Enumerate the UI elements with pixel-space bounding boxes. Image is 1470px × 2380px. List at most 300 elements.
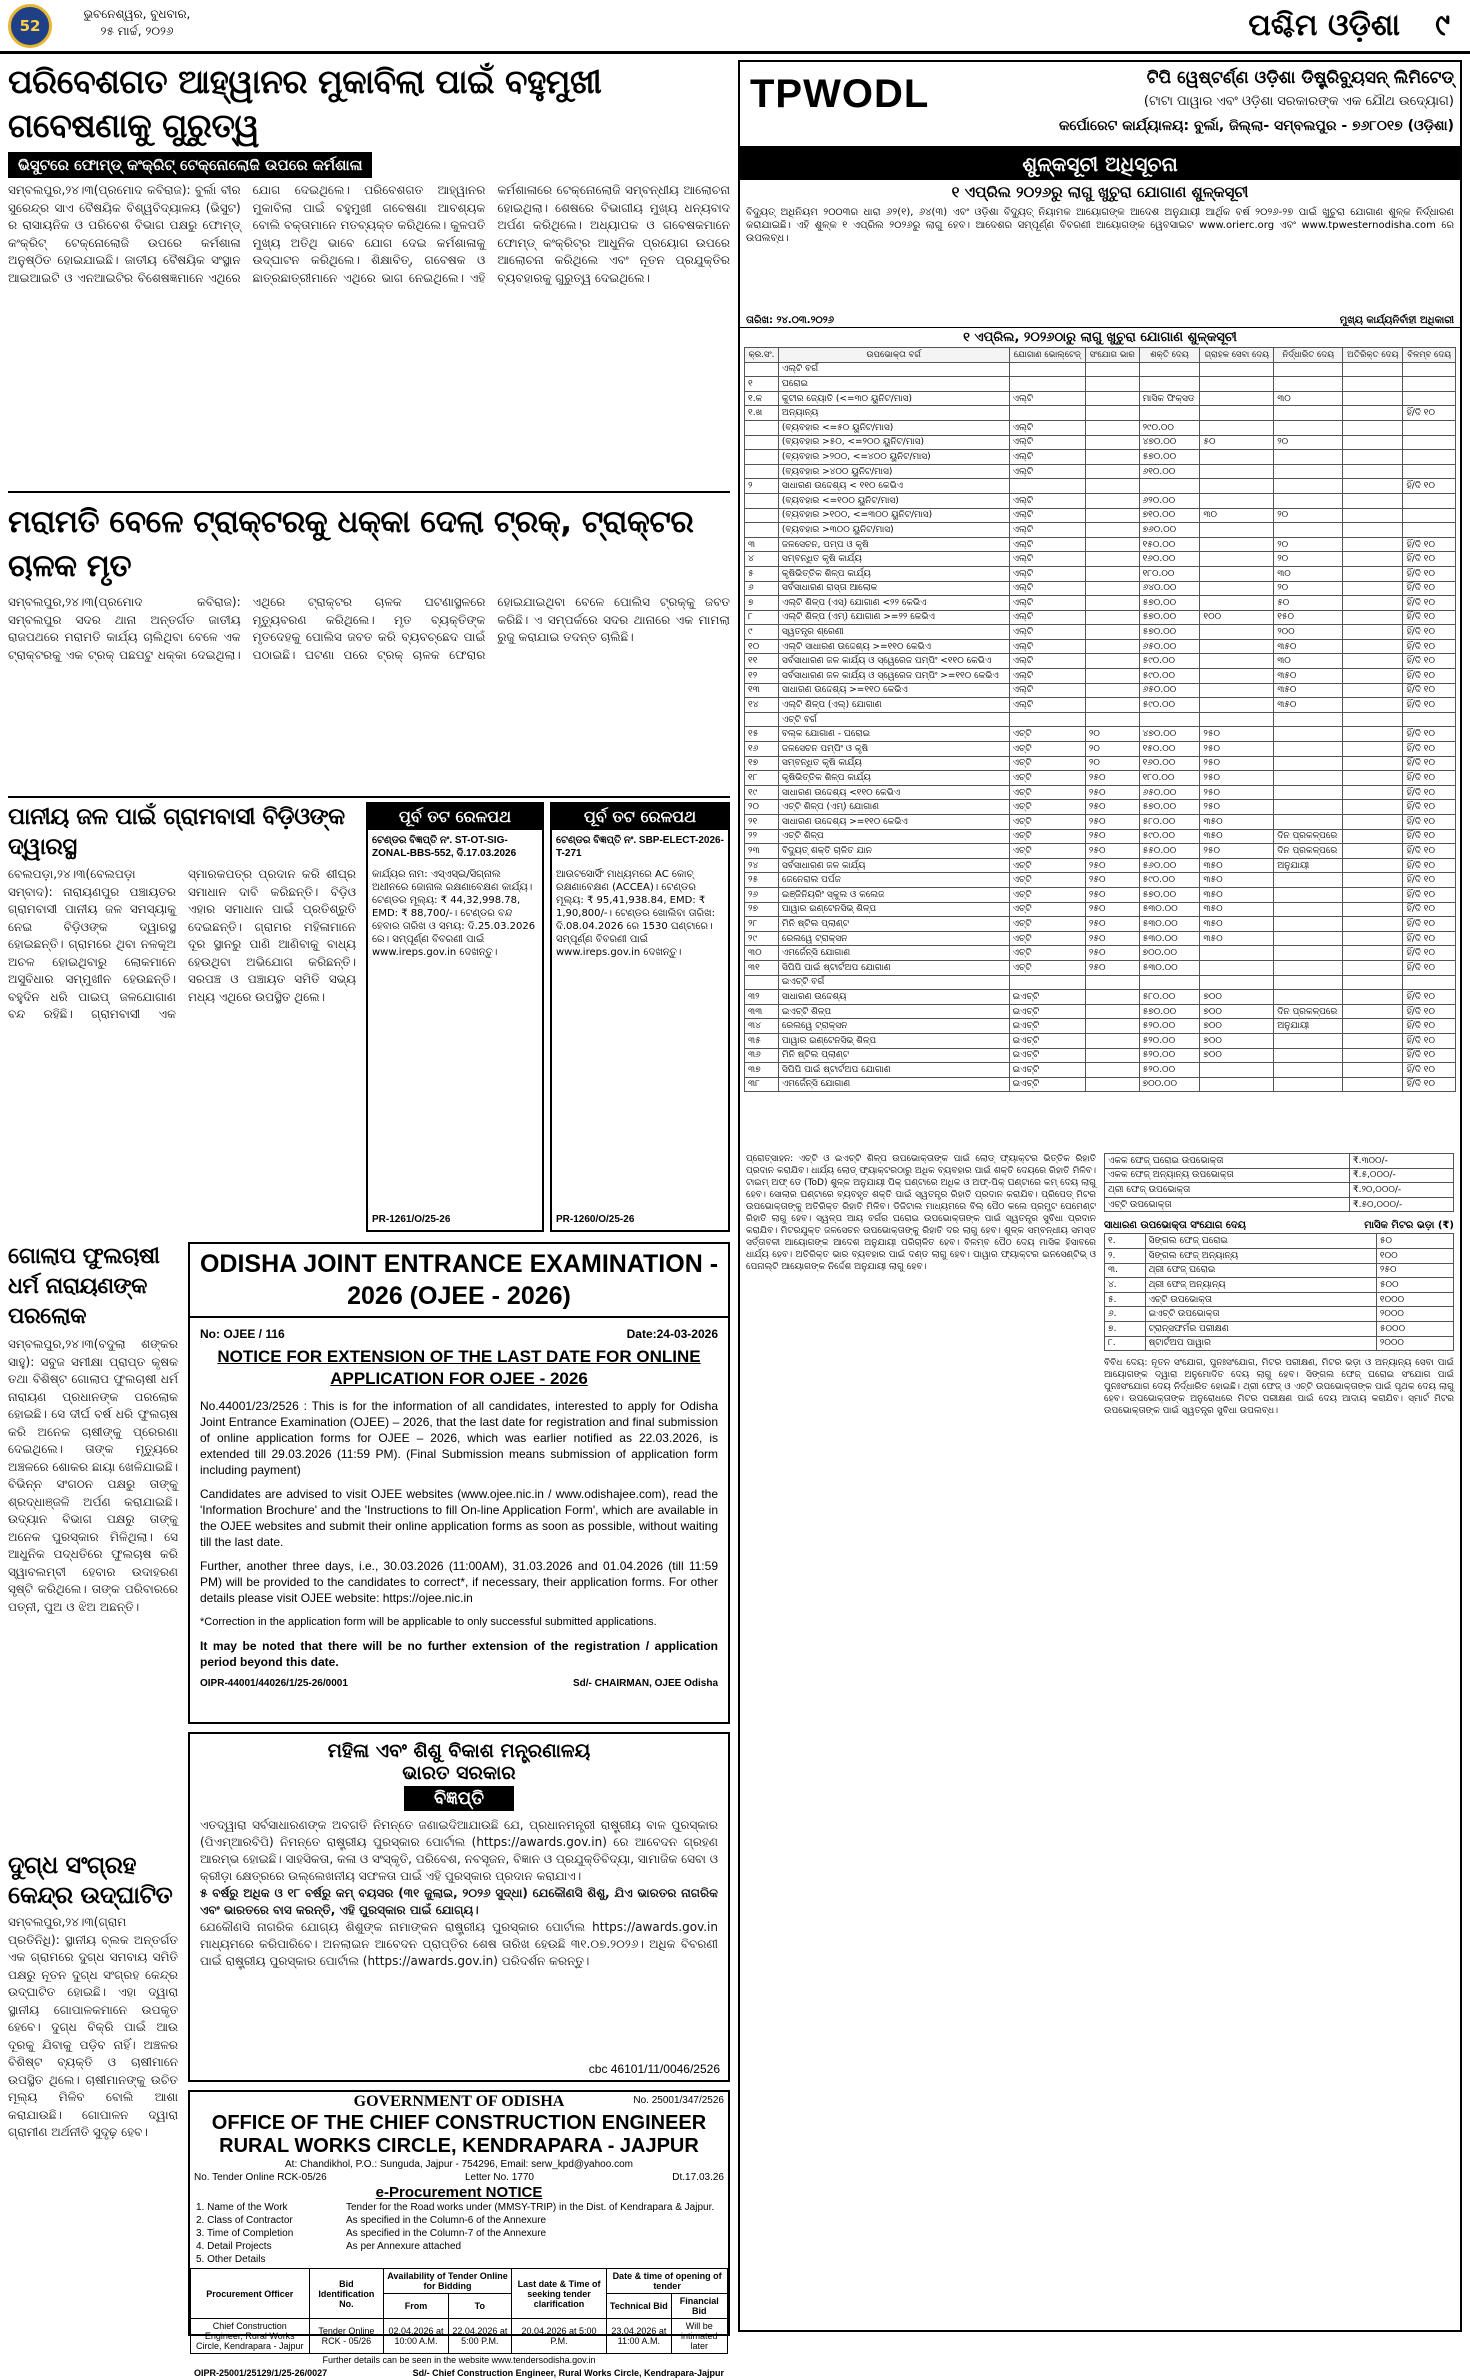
table-cell: ଏଚ୍‌ଟି [1009,756,1085,771]
rwc-ref: OIPR-25001/25129/1/25-26/0027 [194,2368,328,2378]
table-row [745,537,1456,552]
tpwodl-tariff-ad [738,60,1462,2332]
mwcd-badge: ବିଜ୍ଞପ୍ତି [404,1786,514,1811]
table-cell: ଥ୍ରୀ ଫେଜ୍ ଅନ୍ୟାନ୍ୟ [1145,1278,1376,1293]
notice-title: NOTICE FOR EXTENSION OF THE LAST DATE FOR ONLINE APPLICATION FOR OJEE - 2026 [217,1347,701,1388]
table-cell: ଏଚ୍‌ଟି ଶିଳ୍ପ [778,829,1009,844]
table-header: ଉପଭୋକ୍ତା ବର୍ଗ [778,348,1009,363]
table-cell: ୨୫୦ [1085,902,1139,917]
table-cell: ହିଁ/ଦି ୧୦ [1403,990,1456,1005]
table-cell: ୬୫୦.୦୦ [1139,639,1200,654]
table-cell: ୨୫ [745,873,779,888]
table-cell [1009,712,1085,727]
table-cell: ସ୍ୱତନ୍ତ୍ର ଶ୍ରେଣୀ [778,625,1009,640]
table-cell: ୬୨୦.୦୦ [1139,493,1200,508]
table-cell: ୧୨ [745,669,779,684]
ojee-date: Date:24-03-2026 [626,1327,718,1341]
table-cell: ୩୫୦ [1274,669,1343,684]
table-row [745,639,1456,654]
table-cell: ୫୦ [1274,596,1343,611]
story-research [8,60,730,480]
table-cell: ସର୍ବସାଧାରଣ ରାସ୍ତା ଆଲୋକ [778,581,1009,596]
item-label: 3. Time of Completion [196,2228,294,2239]
table-cell: ହିଁ/ଦି ୧୦ [1403,669,1456,684]
table-cell: ୨୫୦ [1085,785,1139,800]
table-cell [1085,406,1139,421]
table-cell: ହିଁ/ଦି ୧୦ [1403,566,1456,581]
table-cell: ୨୫୦ [1085,917,1139,932]
table-cell: ଅନୁଯାୟୀ [1274,1019,1343,1034]
table-cell: ୩. [1105,1263,1146,1278]
table-cell [1274,975,1343,990]
table-cell: ମିନି ଷ୍ଟିଲ ପ୍ଲାଣ୍ଟ [778,917,1009,932]
table-row [745,654,1456,669]
table-cell: ହିଁ/ଦି ୧୦ [1403,1004,1456,1019]
table-header: ଅତିରିକ୍ତ ଦେୟ [1343,348,1403,363]
table-cell: ଇଏଚ୍‌ଟି [1009,1004,1085,1019]
table-row [1105,1154,1454,1169]
table-cell: ହିଁ/ଦି ୧୦ [1403,785,1456,800]
table-row [745,610,1456,625]
table-cell: ଇଏଚ୍‌ଟି [1009,990,1085,1005]
table-cell [1343,654,1403,669]
table-cell: ହିଁ/ଦି ୧୦ [1403,625,1456,640]
table-row [745,1033,1456,1048]
table-cell: ବିଦ୍ୟୁତ୍ ଶକ୍ତି ଚାଳିତ ଯାନ [778,844,1009,859]
table-cell [1343,362,1403,377]
table-cell [1274,800,1343,815]
table-cell: ସାଧାରଣ ଉଦ୍ଦେଶ୍ୟ >=୧୧୦ କେଭିଏ [778,683,1009,698]
headline: ମରାମତି ବେଳେ ଟ୍ରାକ୍ଟରକୁ ଧକ୍କା ଦେଲା ଟ୍ରକ୍, ଟ୍ରାକ୍ଟର ଚାଳକ ମୃତ [8,504,694,584]
table-cell [1343,1033,1403,1048]
website-note: Further details can be seen in the website www.tendersodisha.gov.in [322,2355,596,2365]
table-cell: ୩୬ [745,1048,779,1063]
table-cell: ୨୫୦ [1200,785,1274,800]
table-cell: ହିଁ/ଦି ୧୦ [1403,610,1456,625]
table-subheader: Financial Bid [671,2294,727,2319]
table-row [745,756,1456,771]
mwcd-gov: ଭାରତ ସରକାର [402,1762,516,1784]
table-cell: ୨୦ [1085,727,1139,742]
table-cell: ୫. [1105,1292,1146,1307]
table-cell: ୨୦ [1274,581,1343,596]
table-cell [1403,362,1456,377]
table-cell: ଏଚ୍‌ଟି [1009,858,1085,873]
table-cell [745,508,779,523]
table-cell: ୨୦ [1274,435,1343,450]
table-cell: ଇଏଚ୍‌ଟି [1009,1063,1085,1078]
table-row [745,712,1456,727]
table-cell: ୧୮ [745,771,779,786]
table-cell [1085,990,1139,1005]
table-cell [1274,742,1343,757]
headline: ଦୁଗ୍ଧ ସଂଗ୍ରହ କେନ୍ଦ୍ର ଉଦ୍‌ଘାଟିତ [8,1851,173,1909]
table-cell: ୩୫୦ [1200,873,1274,888]
table-cell [1200,712,1274,727]
item-value: Tender for the Road works under (MMSY-TRIP) in the Dist. of Kendrapara & Jajpur. [346,2202,715,2213]
table-cell: ଏଲ୍‌ଟି [1009,639,1085,654]
table-cell: ଏଲ୍‌ଟି [1009,435,1085,450]
table-cell [1274,450,1343,465]
table-row [745,1077,1456,1092]
table-cell: ଏଚ୍‌ଟି [1009,771,1085,786]
table-cell [1139,406,1200,421]
table-cell: ୩୫୦ [1274,698,1343,713]
table-cell: ସାଧାରଣ ଉଦ୍ଦେଶ୍ୟ [778,990,1009,1005]
table-cell: 02.04.2026 at 10:00 A.M. [384,2319,449,2354]
table-row [745,566,1456,581]
table-cell: ଏଲ୍‌ଟି [1009,420,1085,435]
tender-number: ଟେଣ୍ଡର ବିଜ୍ଞପ୍ତି ନଂ. SBP-ELECT-2026-T-271 [556,835,724,859]
table-cell: ଏଲ୍‌ଟି [1009,698,1085,713]
table-row [745,552,1456,567]
table-cell: ୧୬ [745,742,779,757]
table-cell: ୬୪୦.୦୦ [1139,581,1200,596]
rwc-number: No. 25001/347/2526 [633,2095,724,2106]
table-cell: ₹.୨୦,୦୦୦/- [1349,1183,1453,1198]
table-cell [1200,1077,1274,1092]
table-cell: ୫୩୦.୦୦ [1139,917,1200,932]
table-cell: ୨୮ [745,917,779,932]
table-row [745,596,1456,611]
table-row [1105,1336,1454,1351]
table-cell: ହିଁ/ଦି ୧୦ [1403,960,1456,975]
table-cell: ୫୭୦.୦୦ [1139,450,1200,465]
table-cell: ଇଏଚ୍‌ଟି [1009,1033,1085,1048]
table-cell: ସମ୍ବନ୍ଧିତ କୃଷି କାର୍ଯ୍ୟ [778,552,1009,567]
table-cell [1200,464,1274,479]
table-cell [1200,566,1274,581]
table-cell: ହିଁ/ଦି ୧୦ [1403,698,1456,713]
table-cell: ଏଲ୍‌ଟି [1009,537,1085,552]
table-cell: ଘରୋଇ [778,377,1009,392]
table-cell: ୨୯୦.୦୦ [1139,420,1200,435]
table-row [745,1019,1456,1034]
table-row [745,858,1456,873]
table-row [745,931,1456,946]
ad-body: ଆଉଟସୋର୍ସିଂ ମାଧ୍ୟମରେ AC କୋଚ୍ ରକ୍ଷଣାବେକ୍ଷଣ (ACCEA)। ଟେଣ୍ଡର ମୂଲ୍ୟ: ₹ 95,41,938.84, EMD: ₹ 1,90,800/-। ଟେଣ୍ଡର ଖୋଲିବା ତାରିଖ: ଦି.08.04.2026 ରେ 1530 ଘଣ୍ଟାରେ। ସମ୍ପୂର୍ଣ୍ଣ ବିବରଣୀ ପାଇଁ www.ireps.gov.in ଦେଖନ୍ତୁ। [556,869,715,958]
table-cell [1274,464,1343,479]
table-cell: ୪. [1105,1278,1146,1293]
table-cell [1403,493,1456,508]
table-cell: ଇଏଚ୍‌ଟି [1009,1048,1085,1063]
table-cell: ୨୫୦ [1085,960,1139,975]
table-cell: ୫୮୦.୦୦ [1139,815,1200,830]
table-row [1105,1292,1454,1307]
ojee-para: *Correction in the application form will be applicable to only successful submitted applications. [200,1616,657,1628]
table-row [745,815,1456,830]
table-cell: (ବ୍ୟବହାର >୨୦୦, <=୪୦୦ ୟୁନିଟ/ମାସ) [778,450,1009,465]
item-value: As specified in the Column-7 of the Annexure [346,2228,547,2239]
table-cell [1274,887,1343,902]
table-header: କ୍ର.ସଂ. [745,348,779,363]
table-cell [1274,420,1343,435]
table-cell [1343,537,1403,552]
tender-number: ଟେଣ୍ଡର ବିଜ୍ଞପ୍ତି ନଂ. ST-OT-SIG-ZONAL-BBS-552, ଦି.17.03.2026 [372,835,517,859]
table-row [745,450,1456,465]
table-row [745,1063,1456,1078]
table-cell: ଏଲ୍‌ଟି [1009,391,1085,406]
table-cell: ହିଁ/ଦି ୧୦ [1403,756,1456,771]
table-cell [1343,785,1403,800]
table-cell [1343,435,1403,450]
table-cell: ୩୫ [745,1033,779,1048]
table-header: Bid Identification No. [309,2269,384,2319]
table-cell [1200,406,1274,421]
table-cell [1085,625,1139,640]
table-cell [1274,771,1343,786]
table-cell: ୨୫୦ [1085,873,1139,888]
table-cell: ₹.୫୦,୦୦୦/- [1349,1197,1453,1212]
table-row [745,523,1456,538]
rwc-tender-ad [188,2090,730,2378]
table-cell [1085,479,1139,494]
table-cell: ହିଁ/ଦି ୧୦ [1403,639,1456,654]
table-cell: ଏଲ୍‌ଟି [1009,581,1085,596]
letter-number: Letter No. 1770 [465,2172,534,2183]
table-row [745,377,1456,392]
table-cell [1085,581,1139,596]
table-row [745,829,1456,844]
table-cell: ସମ୍ବନ୍ଧିତ କୃଷି କାର୍ଯ୍ୟ [778,756,1009,771]
table-cell [1274,523,1343,538]
table-cell [1085,669,1139,684]
table-cell [1085,1048,1139,1063]
table-row [745,625,1456,640]
table-cell: ଏଲ୍‌ଟି [1009,625,1085,640]
table-cell [745,523,779,538]
table-cell [1009,362,1085,377]
table-cell: ଏଲ୍‌ଟି [1009,493,1085,508]
table-cell: ୭୦୦ [1200,1004,1274,1019]
table-cell [1403,508,1456,523]
table-cell: ୨୫୦ [1200,800,1274,815]
table-cell [1343,815,1403,830]
table-header: Availability of Tender Online for Bidding [384,2269,512,2294]
table-cell [1403,712,1456,727]
table-cell: ୫ [745,566,779,581]
table-cell [1009,377,1085,392]
tender-item [196,2240,722,2253]
table-cell [1085,698,1139,713]
table-cell: ୫୯୦.୦୦ [1139,698,1200,713]
ojee-para: No.44001/23/2526 : This is for the information of all candidates, interested to apply for Odisha Joint Entrance Examination (OJEE) – 2026, that the last date for registration and final submission of online application forms for OJEE – 2026, which was earlier notified as 22.03.2026, is extended till 29.03.2026 (11:59 PM). (Final Submission means submission of application form including payment) [200,1399,718,1477]
corporate-office: କର୍ପୋରେଟ କାର୍ଯ୍ୟାଳୟ: ବୁର୍ଲା, ଜିଲ୍ଲା- ସମ୍ବଲପୁର - ୭୬୮୦୧୭ (ଓଡ଼ିଶା) [1059,118,1454,134]
table-cell [1403,464,1456,479]
table-cell [1274,362,1343,377]
table-cell [745,450,779,465]
table-cell [1274,1048,1343,1063]
table-cell: ୨୫୦ [1085,829,1139,844]
rwc-signature: Sd/- Chief Construction Engineer, Rural Works Circle, Kendrapara-Jajpur [412,2368,724,2378]
table-cell: 22.04.2026 at 5:00 P.M. [448,2319,511,2354]
table-cell [1343,800,1403,815]
table-cell: ଜଳସେଚନ, ପମ୍ପ ଓ କୃଷି [778,537,1009,552]
table-cell: ୩୨ [745,990,779,1005]
table-cell [1085,683,1139,698]
table-cell: ୫୯୦.୦୦ [1139,829,1200,844]
table-cell: ଏଲ୍‌ଟି [1009,669,1085,684]
table-cell: ଏଚ୍‌ଟି [1009,917,1085,932]
ojee-para: Candidates are advised to visit OJEE websites (www.ojee.nic.in / www.odishajee.com), read the 'Information Brochure' and the 'Instructions to fill On-line Application Form', which are available in the OJEE websites and submit their online application forms as soon as possible, without waiting till the last date. [200,1487,718,1549]
table-cell: ଏଲ୍‌ଟି [1009,683,1085,698]
table-cell [1139,479,1200,494]
dateline [62,6,212,40]
table-cell [745,362,779,377]
tender-item [196,2253,722,2266]
table-cell: ୭୬୦.୦୦ [1139,523,1200,538]
table-cell: ୪୭୦.୦୦ [1139,435,1200,450]
office-title: OFFICE OF THE CHIEF CONSTRUCTION ENGINEER [211,2112,707,2134]
table-cell [1274,727,1343,742]
misc-charges-table [1104,1233,1454,1351]
table-cell [1343,946,1403,961]
table-cell [1200,362,1274,377]
table-cell: ୩୩ [745,1004,779,1019]
table-row [745,771,1456,786]
table-header: Last date & Time of seeking tender clarification [511,2269,606,2319]
table-cell [1343,917,1403,932]
table-cell: ଏଲ୍‌ଟି [1009,523,1085,538]
table-cell: ୧୫ [745,727,779,742]
tender-date: Dt.17.03.26 [672,2172,724,2183]
table-cell: ୫୩୦.୦୦ [1139,931,1200,946]
table-cell: ୩୧ [745,960,779,975]
anniversary-badge: 52 [8,4,52,48]
tender-item [196,2227,722,2240]
office-address: At: Chandikhol, P.O.: Sunguda, Jajpur - 754296, Email: serw_kpd@yahoo.com [285,2159,633,2170]
story-body: ସମ୍ବଲପୁର,୨୪।୩(ପ୍ରମୋଦ କବିରାଜ): ସମ୍ବଲପୁର ସଦର ଥାନା ଅନ୍ତର୍ଗତ ଜାତୀୟ ରାଜପଥରେ ମରାମତି କାର୍ଯ୍ୟ ଚାଲିଥିବା ବେଳେ ଏକ ଟ୍ରାକ୍ଟରକୁ ଏକ ଟ୍ରକ୍ ପଛପଟୁ ଧକ୍କା ଦେଇଥିଲା। ଏଥିରେ ଟ୍ରାକ୍ଟର ଚାଳକ ଘଟଣାସ୍ଥଳରେ ମୃତ୍ୟୁବରଣ କରିଥିଲେ। ମୃତ ବ୍ୟକ୍ତିଙ୍କ ମୃତଦେହକୁ ପୋଲିସ ଜବତ କରି ବ୍ୟବଚ୍ଛେଦ ପାଇଁ ପଠାଇଛି। ଘଟଣା ପରେ ଟ୍ରକ୍ ଚାଳକ ଫେରାର ହୋଇଯାଇଥିବା ବେଳେ ପୋଲିସ ଟ୍ରକ୍‌କୁ ଜବତ କରିଛି। ଏ ସମ୍ପର୍କରେ ସଦର ଥାନାରେ ଏକ ମାମଲା ରୁଜୁ କରାଯାଇ ତଦନ୍ତ ଚାଲିଛି। [8,595,730,662]
table-cell: ୨୫୦ [1200,771,1274,786]
table-cell: ୫୭୦.୦୦ [1139,887,1200,902]
table-cell [1139,377,1200,392]
rail-ad-2 [550,802,730,1232]
table-cell: ଏଲ୍‌ଟି [1009,610,1085,625]
table-cell: ୨୫୦ [1200,727,1274,742]
table-cell: ହିଁ/ଦି ୧୦ [1403,406,1456,421]
table-cell [1200,493,1274,508]
table-cell [1085,639,1139,654]
table-cell: ୨୫୦ [1085,771,1139,786]
table-cell: ହିଁ/ଦି ୧୦ [1403,815,1456,830]
table-cell [1343,844,1403,859]
table-cell [1085,464,1139,479]
table-cell: ହିଁ/ଦି ୧୦ [1403,1048,1456,1063]
table-cell [1085,1004,1139,1019]
table-cell: ୩୫୦ [1200,887,1274,902]
table-cell: ଏଲ୍‌ଟି [1009,596,1085,611]
item-label: 2. Class of Contractor [196,2215,293,2226]
ad-body: କାର୍ଯ୍ୟର ନାମ: ଏସ୍ଏସ୍‌ଇ/ସିଗ୍ନାଲ ଅଧୀନରେ ଜୋନାଲ ରକ୍ଷଣାବେକ୍ଷଣ କାର୍ଯ୍ୟ। ଟେଣ୍ଡର ମୂଲ୍ୟ: ₹ 44,32,998.78, EMD: ₹ 88,700/-। ଟେଣ୍ଡର ବନ୍ଦ ହେବାର ତାରିଖ ଓ ସମୟ: ଦି.25.03.2026 ରେ। ସମ୍ପୂର୍ଣ୍ଣ ବିବରଣୀ ପାଇଁ www.ireps.gov.in ଦେଖନ୍ତୁ। [372,869,536,958]
table-cell: ଏଚ୍‌ଟି [1009,800,1085,815]
table-cell: ସାଧାରଣ ଉଦ୍ଦେଶ୍ୟ >=୧୧୦ କେଭିଏ [778,815,1009,830]
intro-text: ବିଦ୍ୟୁତ୍ ଅଧିନିୟମ ୨୦୦୩ର ଧାରା ୬୨(୧), ୬୪(୩) ଏବଂ ଓଡ଼ିଶା ବିଦ୍ୟୁତ୍ ନିୟାମକ ଆୟୋଗଙ୍କ ଆଦେଶ ଅନୁଯାୟୀ ଆର୍ଥିକ ବର୍ଷ ୨୦୨୬-୨୭ ପାଇଁ ଖୁଚୁରା ଯୋଗାଣ ଶୁଳ୍କ ନିର୍ଦ୍ଧାରଣ କରାଯାଇଛି। ଏହି ଶୁଳ୍କ ୧ ଏପ୍ରିଲ ୨୦୨୬ରୁ ଲାଗୁ ହେବ। ଆଦେଶର ସମ୍ପୂର୍ଣ୍ଣ ବିବରଣୀ ଆୟୋଗଙ୍କ ୱେବସାଇଟ www.orierc.org ଏବଂ www.tpwesternodisha.com ରେ ଉପଲବ୍ଧ। [746,207,1454,244]
table-cell: ୨. [1105,1248,1146,1263]
table-cell [1343,975,1403,990]
table-cell: ୧୧ [745,654,779,669]
table-cell [1085,1033,1139,1048]
table-cell: ୭. [1105,1321,1146,1336]
table-cell [1343,639,1403,654]
tender-items [190,2201,728,2266]
table-cell: ହିଁ/ଦି ୧୦ [1403,727,1456,742]
ojee-signature: Sd/- CHAIRMAN, OJEE Odisha [572,1678,718,1689]
table-cell: ରେଲୱେ ଟ୍ରାକ୍ସନ [778,931,1009,946]
table-cell: ୨୫୦ [1085,815,1139,830]
table-cell: ଦିନ ପ୍ରକଳ୍ପରେ [1274,844,1343,859]
table-cell: ୫୭୦.୦୦ [1139,625,1200,640]
table-cell: ଇଞ୍ଜିନିୟରିଂ ସ୍କୁଲ ଓ କଲେଜ [778,887,1009,902]
company-name: ଟିପି ୱେଷ୍ଟର୍ଣ୍ଣ ଓଡ଼ିଶା ଡିଷ୍ଟ୍ରିବ୍ୟୁସନ୍ ଲିମିଟେଡ୍ [1146,68,1454,88]
table-cell [1403,391,1456,406]
table-cell: ହିଁ/ଦି ୧୦ [1403,596,1456,611]
table-cell [1343,596,1403,611]
table-row [745,844,1456,859]
table-cell [1343,1063,1403,1078]
table-cell: ରେଲୱେ ଟ୍ରାକ୍ସନ [778,1019,1009,1034]
table-cell: ଇଏଚ୍‌ଟି ବର୍ଗ [778,975,1009,990]
table-cell: ୧୦୦ [1376,1248,1453,1263]
table-row [745,464,1456,479]
divider [8,491,730,493]
table-cell: ୫୭୦.୦୦ [1139,610,1200,625]
table-cell: ୩୫୦ [1200,902,1274,917]
table-cell [1085,654,1139,669]
item-label: 5. Other Details [196,2254,266,2265]
mwcd-para: ଏତଦ୍ୱାରା ସର୍ବସାଧାରଣଙ୍କ ଅବଗତି ନିମନ୍ତେ ଜଣାଇଦିଆଯାଉଛି ଯେ, ପ୍ରଧାନମନ୍ତ୍ରୀ ରାଷ୍ଟ୍ରୀୟ ବାଳ ପୁରସ୍କାର (ପିଏମ୍‌ଆରବିପି) ନିମନ୍ତେ ରାଷ୍ଟ୍ରୀୟ ପୁରସ୍କାର ପୋର୍ଟାଲ (https://awards.gov.in) ରେ ଆବେଦନ ଗ୍ରହଣ ଆରମ୍ଭ ହୋଇଛି। ସାହସିକତା, କଳା ଓ ସଂସ୍କୃତି, ପରିବେଶ, ନବସୃଜନ, ବିଜ୍ଞାନ ଓ ପ୍ରଯୁକ୍ତିବିଦ୍ୟା, ସାମାଜିକ ସେବା ଓ କ୍ରୀଡ଼ା କ୍ଷେତ୍ରରେ ଉଲ୍ଲେଖନୀୟ ସଫଳତା ପାଇଁ ଏହି ପୁରସ୍କାର ପ୍ରଦାନ କରାଯାଏ। [200,1818,718,1883]
story-body: ସମ୍ବଲପୁର,୨୪।୩(ବଦୁଲା ଶଙ୍କର ସାହୁ): ସବୁଜ ସମୀକ୍ଷା ପ୍ରାପ୍ତ କୃଷକ ତଥା ବିଶିଷ୍ଟ ଗୋଲାପ ଫୁଲଚାଷୀ ଧର୍ମ ନାରାୟଣ ପ୍ରଧାନଙ୍କ ପରଲୋକ ହୋଇଛି। ସେ ଦୀର୍ଘ ବର୍ଷ ଧରି ଫୁଲଚାଷ କରି ଅନେକ ଚାଷୀଙ୍କୁ ପ୍ରେରଣା ଦେଇଥିଲେ। ତାଙ୍କ ମୃତ୍ୟୁରେ ଅଞ୍ଚଳରେ ଶୋକର ଛାୟା ଖେଳିଯାଇଛି। ବିଭିନ୍ନ ସଂଗଠନ ପକ୍ଷରୁ ତାଙ୍କୁ ଶ୍ରଦ୍ଧାଞ୍ଜଳି ଅର୍ପଣ କରାଯାଇଛି। ଉଦ୍ୟାନ ବିଭାଗ ପକ୍ଷରୁ ତାଙ୍କୁ ଅନେକ ପୁରସ୍କାର ମିଳିଥିଲା। ସେ ଆଧୁନିକ ପଦ୍ଧତିରେ ଫୁଲଚାଷ କରି ସ୍ୱାବଲମ୍ବୀ ହେବାର ଉଦାହରଣ ସୃଷ୍ଟି କରିଥିଲେ। ତାଙ୍କ ପରିବାରରେ ପତ୍ନୀ, ପୁଅ ଓ ଝିଅ ଅଛନ୍ତି। [8,1337,178,1614]
table-cell: ଏଚ୍‌ଟି ଉପଭୋକ୍ତା [1105,1197,1350,1212]
table-cell [1139,975,1200,990]
table-cell: କୃଷିଭିତ୍ତିକ ଶିଳ୍ପ କାର୍ଯ୍ୟ [778,566,1009,581]
table-cell: ୨୭ [745,902,779,917]
table-cell: ୩୦ [1200,508,1274,523]
table-cell: ୩୫୦ [1200,815,1274,830]
table-cell: ୬ [745,581,779,596]
table-cell: ହିଁ/ଦି ୧୦ [1403,654,1456,669]
table-header: Date & time of opening of tender [607,2269,728,2294]
ojee-para: It may be noted that there will be no further extension of the registration / application period beyond this date. [200,1639,718,1669]
table-cell: ୯ [745,625,779,640]
table-cell [1343,508,1403,523]
table-header: ଗ୍ରାହକ ସେବା ଦେୟ [1200,348,1274,363]
table-cell: ₹.୫,୦୦୦/- [1349,1168,1453,1183]
ojee-number: No: OJEE / 116 [200,1327,285,1341]
table-cell: ଏଚ୍‌ଟି [1009,887,1085,902]
table-cell [1200,698,1274,713]
table-cell [1343,771,1403,786]
table-cell: ଏଲ୍‌ଟି [1009,552,1085,567]
table-cell: ୨୫୦ [1085,931,1139,946]
table-cell: ୧.ଖ [745,406,779,421]
table-cell: ୧୫୦.୦୦ [1139,537,1200,552]
table-cell: ୬. [1105,1307,1146,1322]
story-body: ସମ୍ବଲପୁର,୨୪।୩(ଗ୍ରାମ ପ୍ରତିନିଧି): ସ୍ଥାନୀୟ ବ୍ଲକ ଅନ୍ତର୍ଗତ ଏକ ଗ୍ରାମରେ ଦୁଗ୍ଧ ସମବାୟ ସମିତି ପକ୍ଷରୁ ନୂତନ ଦୁଗ୍ଧ ସଂଗ୍ରହ କେନ୍ଦ୍ର ଉଦ୍‌ଘାଟିତ ହୋଇଛି। ଏହା ଦ୍ୱାରା ସ୍ଥାନୀୟ ଗୋପାଳକମାନେ ଉପକୃତ ହେବେ। ଦୁଗ୍ଧ ବିକ୍ରି ପାଇଁ ଆଉ ଦୂରକୁ ଯିବାକୁ ପଡ଼ିବ ନାହିଁ। ଅଞ୍ଚଳର ବିଶିଷ୍ଟ ବ୍ୟକ୍ତି ଓ ଚାଷୀମାନେ ଉପସ୍ଥିତ ଥିଲେ। ଚାଷୀମାନଙ୍କୁ ଉଚିତ ମୂଲ୍ୟ ମିଳିବ ବୋଲି ଆଶା କରାଯାଉଛି। ଗୋପାଳନ ଦ୍ୱାରା ଗ୍ରାମୀଣ ଅର୍ଥନୀତି ସୁଦୃଢ଼ ହେବ। [8,1915,178,2139]
ad-title: ପୂର୍ବ ତଟ ରେଳପଥ [368,804,542,830]
table-cell [1343,829,1403,844]
table-cell: ୨୨ [745,829,779,844]
table-cell [1085,537,1139,552]
table-cell [1274,712,1343,727]
table-cell [1200,581,1274,596]
table-cell: ଥ୍ରୀ ଫେଜ୍ ଘରୋଇ [1145,1263,1376,1278]
section-title: ୧ ଏପ୍ରିଲ ୨୦୨୬ରୁ ଲାଗୁ ଖୁଚୁରା ଯୋଗାଣ ଶୁଳ୍କସୂଚୀ [951,183,1249,201]
table-cell: Chief Construction Engineer, Rural Works Circle, Kendrapara - Jajpur [191,2319,310,2354]
table-cell [1343,669,1403,684]
place-day: ଭୁବନେଶ୍ୱର, ବୁଧବାର, [83,7,191,21]
table-cell: ୩୦ [1274,654,1343,669]
table-cell: ଏଚ୍‌ଟି [1009,815,1085,830]
